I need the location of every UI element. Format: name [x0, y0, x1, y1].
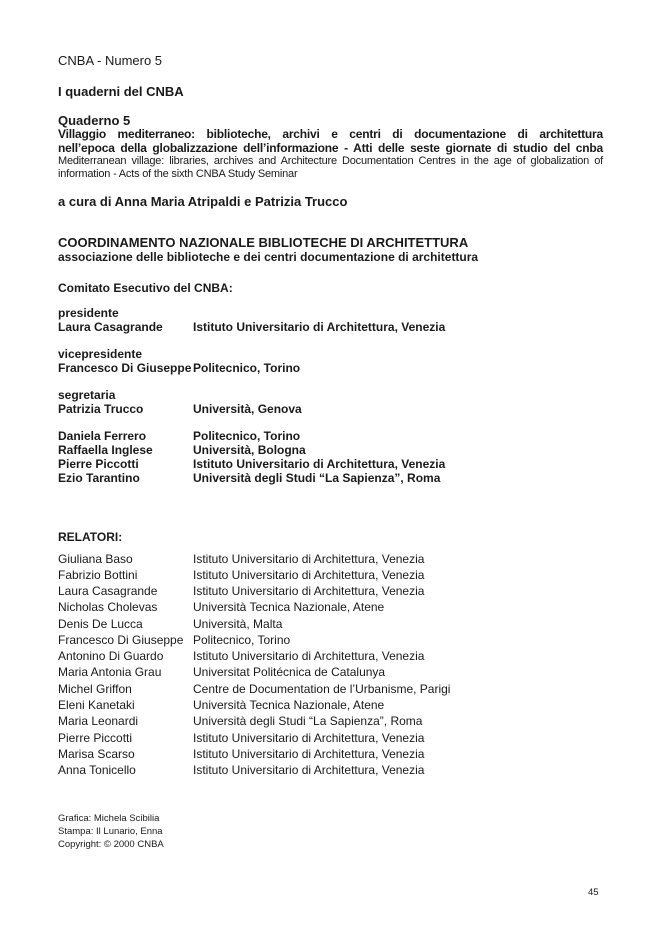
quaderno-title-line1: Villaggio mediterraneo: biblioteche, archivi e centri di documentazione di architettura	[58, 127, 603, 141]
relatori-heading: RELATORI:	[58, 530, 123, 544]
speaker-row	[58, 649, 603, 665]
speaker-name: Marisa Scarso	[58, 747, 135, 761]
speaker-name: Maria Antonia Grau	[58, 665, 162, 679]
speaker-row	[58, 714, 603, 730]
speaker-affiliation: Università Tecnica Nazionale, Atene	[193, 698, 385, 712]
speaker-name: Eleni Kanetaki	[58, 698, 135, 712]
member-name: Laura Casagrande	[58, 320, 163, 334]
speaker-affiliation: Istituto Universitario di Architettura, Venezia	[193, 763, 425, 777]
speaker-affiliation: Istituto Universitario di Architettura, Venezia	[193, 568, 425, 582]
committee-heading: Comitato Esecutivo del CNBA:	[58, 281, 233, 295]
speaker-name: Laura Casagrande	[58, 584, 158, 598]
member-name: Daniela Ferrero	[58, 429, 147, 443]
speaker-name: Michel Griffon	[58, 682, 132, 696]
member-affiliation: Politecnico, Torino	[193, 361, 301, 375]
speaker-row	[58, 731, 603, 747]
member-affiliation: Istituto Universitario di Architettura, Venezia	[193, 320, 446, 334]
speaker-row	[58, 633, 603, 649]
speaker-row	[58, 682, 603, 698]
document-page	[58, 0, 603, 928]
speaker-name: Anna Tonicello	[58, 763, 136, 777]
member-affiliation: Politecnico, Torino	[193, 429, 301, 443]
speaker-row	[58, 600, 603, 616]
credit-stampa: Stampa: Il Lunario, Enna	[58, 826, 163, 837]
speaker-row	[58, 617, 603, 633]
page-number: 45	[588, 887, 599, 898]
role-segretaria: segretaria	[58, 388, 116, 402]
speaker-name: Antonino Di Guardo	[58, 649, 164, 663]
speaker-row	[58, 763, 603, 779]
collection-title: I quaderni del CNBA	[58, 84, 184, 99]
speaker-name: Maria Leonardi	[58, 714, 139, 728]
speaker-row	[58, 698, 603, 714]
speaker-row	[58, 747, 603, 763]
committee-row	[58, 361, 603, 377]
speaker-row	[58, 568, 603, 584]
organization-name: COORDINAMENTO NAZIONALE BIBLIOTECHE DI ARCHITETTURA	[58, 235, 469, 250]
organization-subtitle: associazione delle biblioteche e dei centri documentazione di architettura	[58, 250, 479, 264]
speaker-affiliation: Istituto Universitario di Architettura, Venezia	[193, 731, 425, 745]
series-label: CNBA - Numero 5	[58, 53, 163, 68]
member-name: Patrizia Trucco	[58, 402, 144, 416]
speaker-affiliation: Università, Malta	[193, 617, 283, 631]
member-affiliation: Università, Genova	[193, 402, 302, 416]
speaker-affiliation: Istituto Universitario di Architettura, Venezia	[193, 747, 425, 761]
speaker-name: Denis De Lucca	[58, 617, 143, 631]
committee-row	[58, 471, 603, 487]
speaker-row	[58, 552, 603, 568]
speaker-affiliation: Istituto Universitario di Architettura, Venezia	[193, 649, 425, 663]
speaker-affiliation: Politecnico, Torino	[193, 633, 291, 647]
member-affiliation: Università degli Studi “La Sapienza”, Roma	[193, 471, 441, 485]
speaker-affiliation: Università degli Studi “La Sapienza”, Roma	[193, 714, 423, 728]
quaderno-english-line2: information - Acts of the sixth CNBA Study Seminar	[58, 168, 298, 180]
speaker-name: Francesco Di Giuseppe	[58, 633, 184, 647]
speaker-affiliation: Centre de Documentation de l’Urbanisme, Parigi	[193, 682, 451, 696]
speaker-affiliation: Istituto Universitario di Architettura, Venezia	[193, 552, 425, 566]
speaker-name: Nicholas Cholevas	[58, 600, 158, 614]
role-presidente: presidente	[58, 306, 119, 320]
quaderno-title-line2: nell’epoca della globalizzazione dell’informazione - Atti delle seste giornate di studio del cnba	[58, 141, 603, 155]
editors: a cura di Anna Maria Atripaldi e Patrizia Trucco	[58, 194, 348, 209]
member-name: Ezio Tarantino	[58, 471, 140, 485]
committee-row	[58, 320, 603, 336]
speaker-affiliation: Universitat Politécnica de Catalunya	[193, 665, 386, 679]
speaker-name: Giuliana Baso	[58, 552, 133, 566]
member-name: Pierre Piccotti	[58, 457, 139, 471]
credit-copyright: Copyright: © 2000 CNBA	[58, 839, 164, 850]
quaderno-number: Quaderno 5	[58, 113, 131, 128]
member-name: Francesco Di Giuseppe	[58, 361, 192, 375]
speaker-name: Pierre Piccotti	[58, 731, 133, 745]
committee-row	[58, 402, 603, 418]
member-affiliation: Università, Bologna	[193, 443, 306, 457]
speaker-name: Fabrizio Bottini	[58, 568, 138, 582]
speaker-row	[58, 584, 603, 600]
credit-grafica: Grafica: Michela Scibilia	[58, 813, 160, 824]
quaderno-english-line1: Mediterranean village: libraries, archives and Architecture Documentation Centres in the age of globalization of	[58, 155, 603, 167]
role-vicepresidente: vicepresidente	[58, 347, 143, 361]
member-affiliation: Istituto Universitario di Architettura, Venezia	[193, 457, 446, 471]
member-name: Raffaella Inglese	[58, 443, 153, 457]
speaker-affiliation: Università Tecnica Nazionale, Atene	[193, 600, 385, 614]
speaker-row	[58, 665, 603, 681]
speaker-affiliation: Istituto Universitario di Architettura, Venezia	[193, 584, 425, 598]
